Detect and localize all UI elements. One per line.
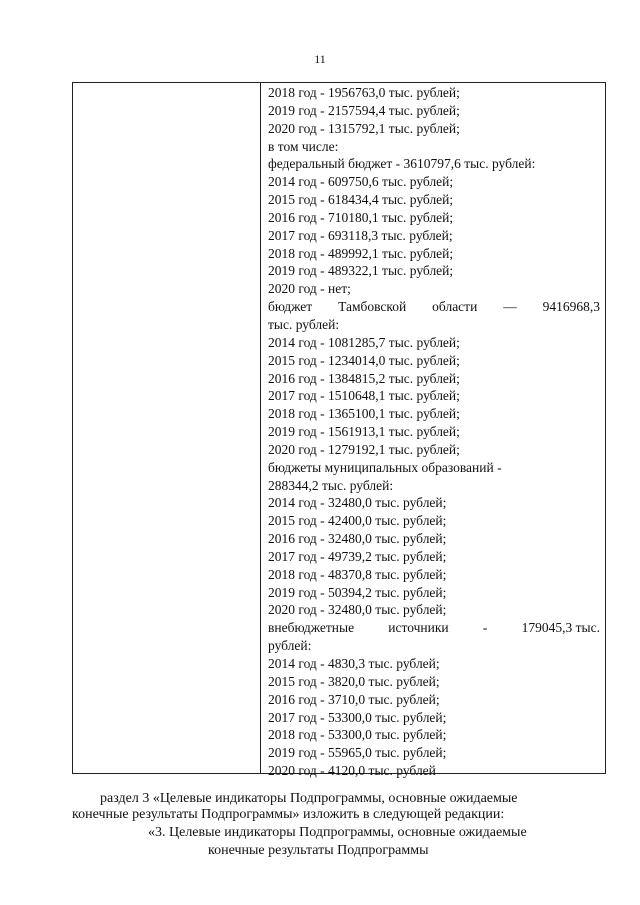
table-line: рублей: — [268, 638, 312, 654]
table-line: 2019 год - 50394,2 тыс. рублей; — [268, 584, 447, 600]
section-heading: конечные результаты Подпрограммы — [208, 843, 429, 858]
table-line: 2017 год - 1510648,1 тыс. рублей; — [268, 388, 460, 404]
table-line: 2015 год - 3820,0 тыс. рублей; — [268, 673, 440, 689]
table-line: 2016 год - 710180,1 тыс. рублей; — [268, 209, 454, 225]
table-line: 2020 год - 1279192,1 тыс. рублей; — [268, 441, 460, 457]
financing-cell — [268, 84, 600, 780]
table-line: 2018 год - 1365100,1 тыс. рублей; — [268, 406, 460, 422]
table-line: 2018 год - 53300,0 тыс. рублей; — [268, 727, 447, 743]
table-line: 2019 год - 55965,0 тыс. рублей; — [268, 745, 447, 761]
table-line: 2020 год - 1315792,1 тыс. рублей; — [268, 120, 460, 136]
table-line: 2014 год - 609750,6 тыс. рублей; — [268, 174, 454, 190]
extra-budget-dash: - — [482, 620, 488, 636]
section-heading: «3. Целевые индикаторы Подпрограммы, основные ожидаемые — [148, 825, 527, 840]
table-line: 2019 год - 2157594,4 тыс. рублей; — [268, 102, 460, 118]
financing-table — [72, 82, 606, 779]
table-line: 2016 год - 32480,0 тыс. рублей; — [268, 531, 447, 547]
regional-budget-word: бюджет — [268, 299, 313, 315]
table-line: федеральный бюджет - 3610797,6 тыс. рублей: — [268, 156, 536, 172]
table-line: 2020 год - 32480,0 тыс. рублей; — [268, 602, 447, 618]
table-line: бюджеты муниципальных образований - — [268, 459, 502, 475]
column-divider — [260, 83, 261, 773]
table-line: 2017 год - 53300,0 тыс. рублей; — [268, 709, 447, 725]
table-line: 2014 год - 4830,3 тыс. рублей; — [268, 656, 440, 671]
table-line: 2020 год - нет; — [268, 281, 351, 297]
table-line: 2014 год - 32480,0 тыс. рублей; — [268, 495, 447, 511]
regional-budget-line — [268, 298, 600, 316]
paragraph-line: раздел 3 «Целевые индикаторы Подпрограммы, основные ожидаемые — [100, 791, 518, 806]
table-line: 2020 год - 4120,0 тыс. рублей — [268, 763, 436, 779]
table-line: 2015 год - 42400,0 тыс. рублей; — [268, 513, 447, 529]
table-line: в том числе: — [268, 138, 339, 154]
table-line: 2018 год - 1956763,0 тыс. рублей; — [268, 85, 460, 100]
extra-budget-total: 179045,3 тыс. — [521, 620, 600, 636]
regional-budget-total: 9416968,3 — [542, 299, 600, 315]
table-line: 2018 год - 48370,8 тыс. рублей; — [268, 566, 447, 582]
regional-budget-word: области — [432, 299, 478, 315]
table-line: 2018 год - 489992,1 тыс. рублей; — [268, 245, 454, 261]
extra-budget-line — [268, 619, 600, 637]
table-line: 2019 год - 1561913,1 тыс. рублей; — [268, 424, 460, 440]
regional-budget-dash: — — [503, 299, 517, 315]
table-line: 2015 год - 618434,4 тыс. рублей; — [268, 192, 454, 208]
table-line: 2014 год - 1081285,7 тыс. рублей; — [268, 334, 460, 350]
page-number: 11 — [314, 52, 326, 66]
extra-budget-word: внебюджетные — [268, 620, 355, 636]
table-line: 2016 год - 3710,0 тыс. рублей; — [268, 691, 440, 707]
table-line: 2019 год - 489322,1 тыс. рублей; — [268, 263, 454, 279]
table-line: 2017 год - 49739,2 тыс. рублей; — [268, 548, 447, 564]
table-line: 2015 год - 1234014,0 тыс. рублей; — [268, 352, 460, 368]
paragraph-line: конечные результаты Подпрограммы» изложить в следующей редакции: — [72, 807, 505, 822]
extra-budget-word: источники — [388, 620, 449, 636]
table-line: 2016 год - 1384815,2 тыс. рублей; — [268, 370, 460, 386]
regional-budget-word: Тамбовской — [338, 299, 407, 315]
table-line: 2017 год - 693118,3 тыс. рублей; — [268, 227, 453, 243]
table-line: 288344,2 тыс. рублей: — [268, 477, 394, 493]
table-line: тыс. рублей: — [268, 316, 340, 332]
